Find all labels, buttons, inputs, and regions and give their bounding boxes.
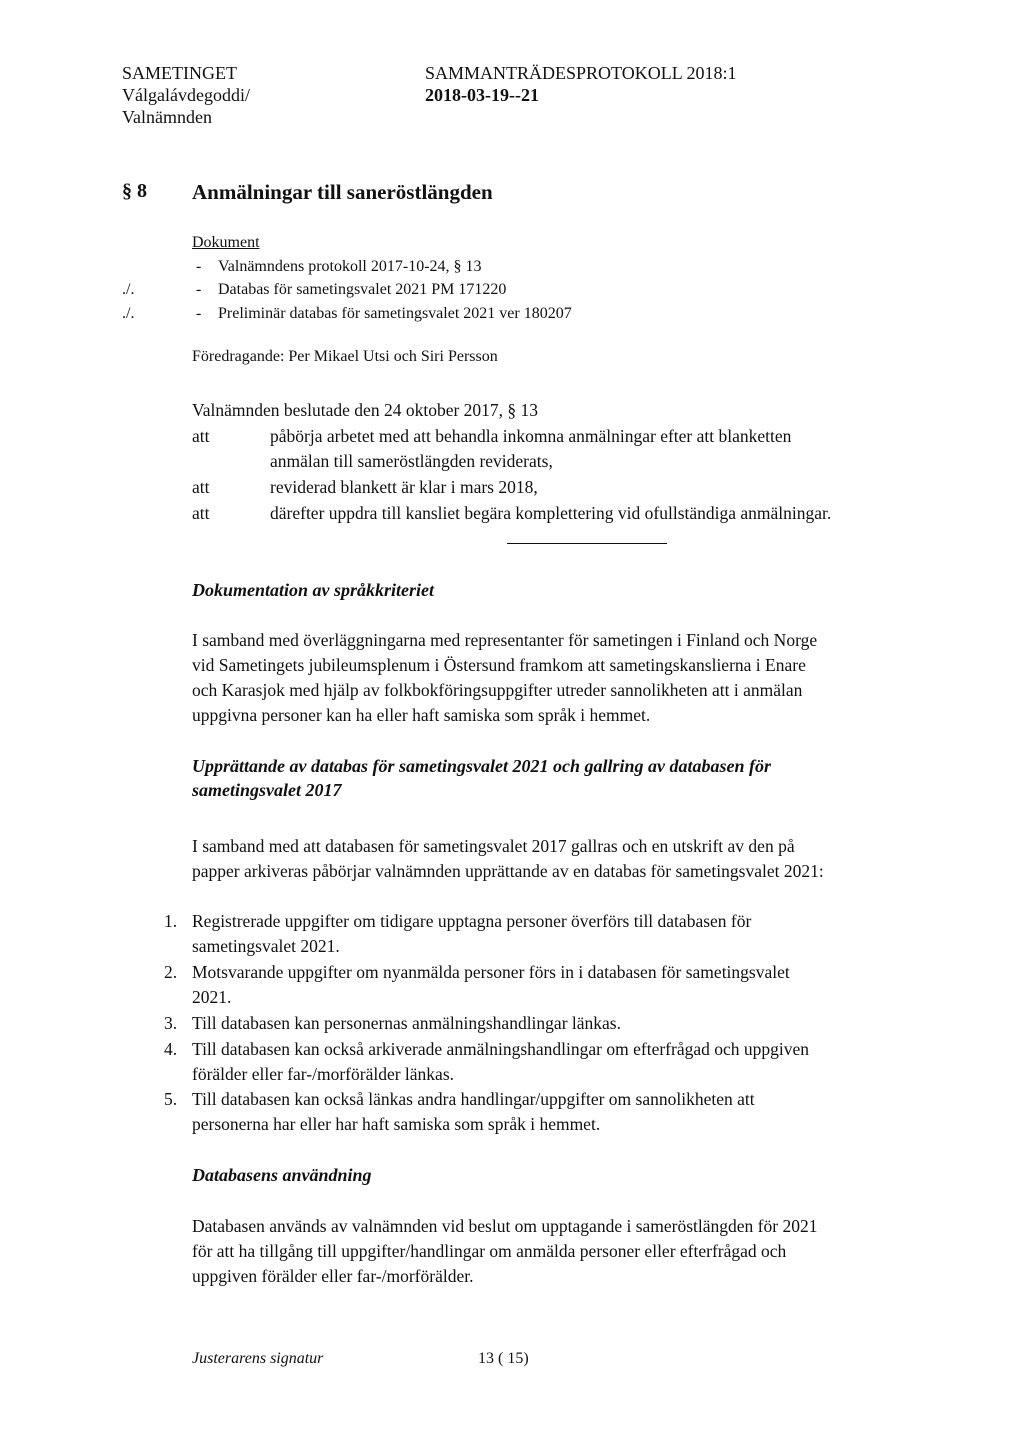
decision-line: anmälan till sameröstlängden reviderats,	[270, 451, 553, 471]
decision-line: därefter uppdra till kansliet begära komplettering vid ofullständiga anmälningar.	[270, 503, 832, 523]
list-item: Till databasen kan personernas anmälningshandlingar länkas.	[192, 1013, 621, 1033]
list-item: sametingsvalet 2021.	[192, 936, 340, 956]
decision-att-label: att	[192, 477, 210, 497]
database-setup-heading: sametingsvalet 2017	[192, 780, 342, 800]
decision-line: påbörja arbetet med att behandla inkomna anmälningar efter att blanketten	[270, 426, 792, 446]
documents-heading: Dokument	[192, 234, 260, 251]
header-date: 2018-03-19--21	[425, 85, 539, 105]
list-item: Registrerade uppgifter om tidigare upptagna personer överförs till databasen för	[192, 911, 752, 931]
document-marker: ./.	[122, 281, 135, 298]
database-setup-heading: Upprättande av databas för sametingsvalet 2021 och gallring av databasen för	[192, 756, 772, 776]
decision-line: reviderad blankett är klar i mars 2018,	[270, 477, 538, 497]
header-org-sub2: Valnämnden	[122, 107, 212, 127]
doc-criteria-heading: Dokumentation av språkkriteriet	[192, 580, 435, 600]
list-number: 5.	[164, 1089, 178, 1109]
document-item: Preliminär databas för sametingsvalet 2021 ver 180207	[218, 305, 572, 322]
document-item: Databas för sametingsvalet 2021 PM 171220	[218, 281, 507, 298]
list-number: 3.	[164, 1013, 178, 1033]
document-dash: -	[196, 305, 202, 322]
database-setup-intro: papper arkiveras påbörjar valnämnden upprättande av en databas för sametingsvalet 2021:	[192, 861, 824, 881]
doc-criteria-line: uppgivna personer kan ha eller haft samiska som språk i hemmet.	[192, 705, 651, 725]
db-usage-line: Databasen används av valnämnden vid beslut om upptagande i sameröstlängden för 2021	[192, 1216, 818, 1236]
section-title: Anmälningar till saneröstlängden	[192, 180, 493, 204]
doc-criteria-line: och Karasjok med hjälp av folkbokföringsuppgifter utreder sannolikheten att i anmälan	[192, 680, 803, 700]
footer-page-number: 13 ( 15)	[478, 1350, 529, 1367]
list-item: Till databasen kan också arkiverade anmälningshandlingar om efterfrågad och uppgiven	[192, 1039, 809, 1059]
header-protocol: SAMMANTRÄDESPROTOKOLL 2018:1	[425, 63, 737, 83]
list-item: Till databasen kan också länkas andra handlingar/uppgifter om sannolikheten att	[192, 1089, 755, 1109]
list-item: förälder eller far-/morförälder länkas.	[192, 1064, 455, 1084]
list-item: 2021.	[192, 987, 232, 1007]
decision-att-label: att	[192, 426, 210, 446]
header-org-sub1: Válgalávdegoddi/	[122, 85, 250, 105]
decision-intro: Valnämnden beslutade den 24 oktober 2017, § 13	[192, 400, 539, 420]
list-item: personerna har eller har haft samiska som språk i hemmet.	[192, 1114, 601, 1134]
database-setup-intro: I samband med att databasen för sametingsvalet 2017 gallras och en utskrift av den på	[192, 836, 795, 856]
doc-criteria-line: vid Sametingets jubileumsplenum i Östersund framkom att sametingskanslierna i Enare	[192, 655, 806, 675]
document-marker: ./.	[122, 305, 135, 322]
section-divider	[507, 543, 667, 544]
list-number: 2.	[164, 962, 178, 982]
db-usage-heading: Databasens användning	[192, 1165, 372, 1185]
doc-criteria-line: I samband med överläggningarna med representanter för sametingen i Finland och Norge	[192, 630, 818, 650]
document-item: Valnämndens protokoll 2017-10-24, § 13	[218, 258, 482, 275]
footer-signature-label: Justerarens signatur	[192, 1350, 324, 1367]
document-dash: -	[196, 281, 202, 298]
list-number: 1.	[164, 911, 178, 931]
document-dash: -	[196, 258, 202, 275]
presenters: Föredragande: Per Mikael Utsi och Siri Persson	[192, 348, 498, 365]
decision-att-label: att	[192, 503, 210, 523]
db-usage-line: för att ha tillgång till uppgifter/handlingar om anmälda personer eller efterfrågad och	[192, 1241, 787, 1261]
section-number: § 8	[122, 180, 147, 202]
list-number: 4.	[164, 1039, 178, 1059]
db-usage-line: uppgiven förälder eller far-/morförälder.	[192, 1266, 474, 1286]
header-org: SAMETINGET	[122, 63, 237, 83]
list-item: Motsvarande uppgifter om nyanmälda personer förs in i databasen för sametingsvalet	[192, 962, 790, 982]
